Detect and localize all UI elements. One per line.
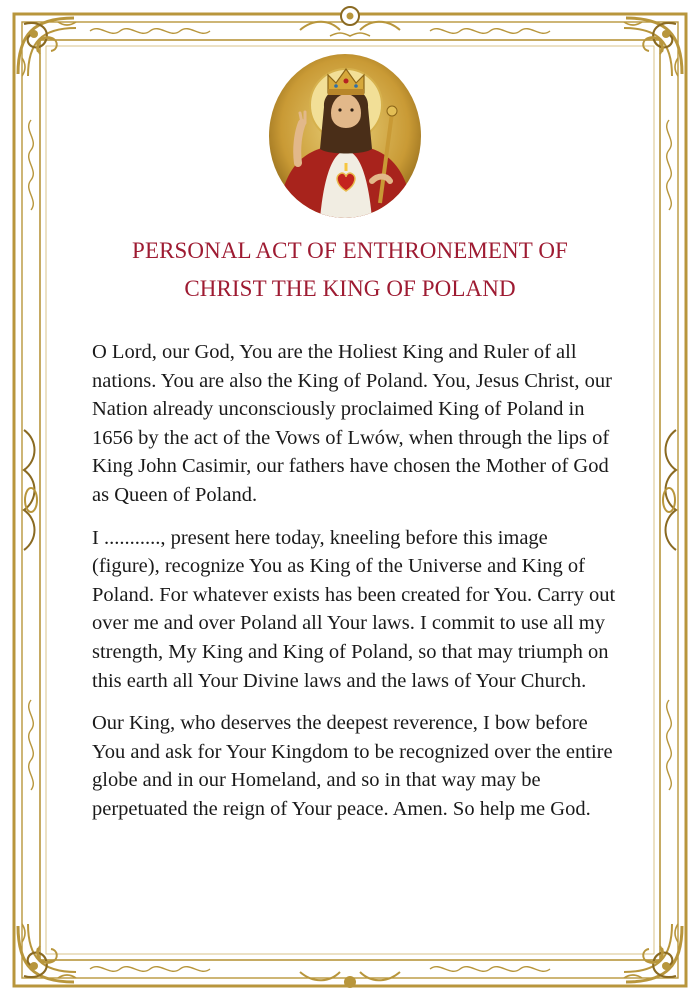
title-line-1: PERSONAL ACT OF ENTHRONEMENT OF <box>132 238 568 263</box>
paragraph-3: Our King, who deserves the deepest reverence, I bow before You and ask for Your Kingdom to be recognized over the entire globe and in our Homeland, and so in that way may be perpetuated the reign of Your peace. Amen. So help me God. <box>92 712 613 820</box>
paragraph-1: O Lord, our God, You are the Holiest King and Ruler of all nations. You are also the King of Poland. You, Jesus Christ, our Nation already unconsciously proclaimed King of Poland in 1656 by the act of the Vows of Lwów, when through the lips of King John Casimir, our fathers have chosen the Mother of God as Queen of Poland. <box>92 341 612 506</box>
prayer-body <box>92 338 620 838</box>
paragraph-2: I ..........., present here today, kneeling before this image (figure), recognize You as King of the Universe and King of Poland. For whatever exists has been created for You. Carry out over me and over Poland all Your laws. I commit to use all my strength, My King and King of Poland, so that may triumph on this earth all Your Divine laws and the laws of Your Church. <box>92 526 616 692</box>
monstrance-ornament-icon <box>300 7 400 36</box>
document-title <box>60 232 640 308</box>
christ-the-king-icon <box>268 53 422 219</box>
title-line-2: CHRIST THE KING OF POLAND <box>184 276 516 301</box>
